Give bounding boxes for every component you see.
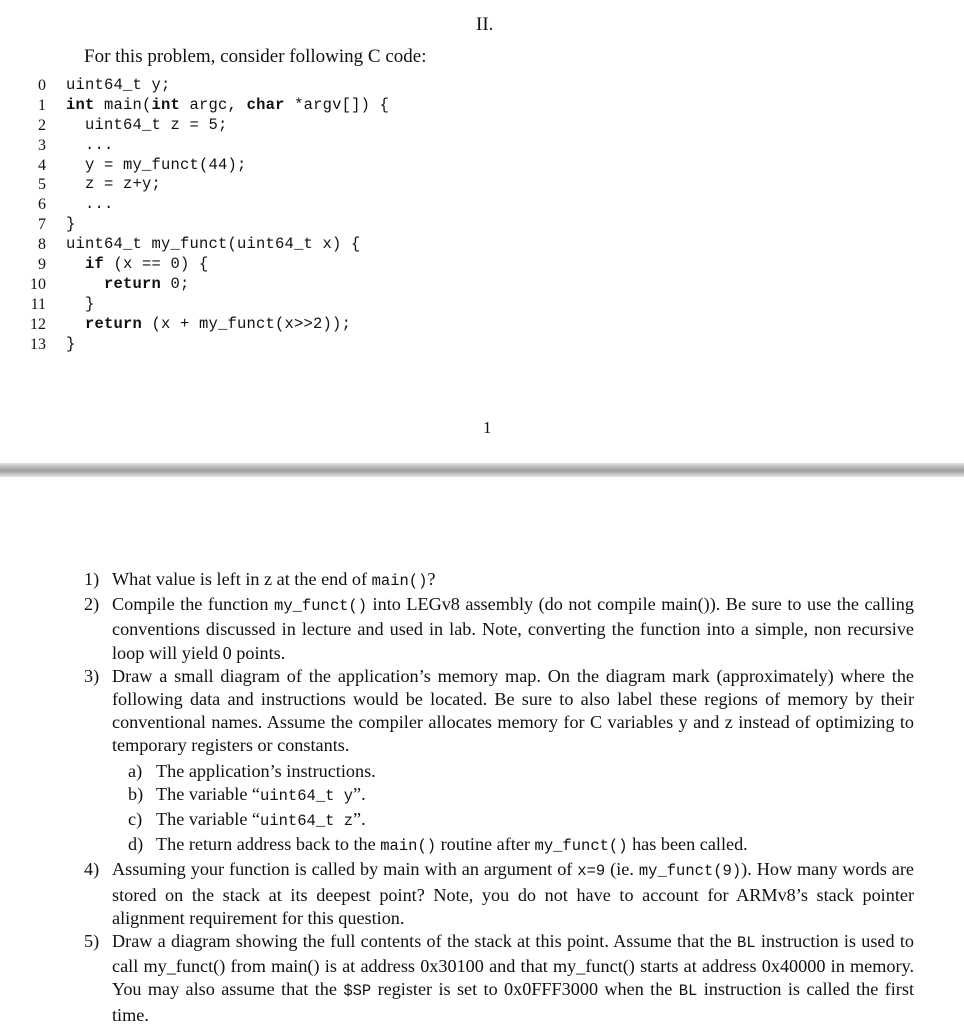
code-inline: BL bbox=[736, 934, 756, 953]
code-line bbox=[0, 116, 460, 136]
code-text: ... bbox=[66, 135, 114, 154]
code-text: z = z+y; bbox=[66, 175, 162, 194]
page-number: 1 bbox=[483, 418, 492, 437]
line-number: 9 bbox=[38, 256, 46, 274]
code-line bbox=[0, 96, 460, 116]
sub-question-text: The return address back to the bbox=[156, 834, 381, 855]
page-divider bbox=[0, 463, 964, 477]
code-text: y = my_funct(44); bbox=[66, 155, 247, 174]
question-number: 2) bbox=[84, 594, 100, 615]
line-number: 13 bbox=[30, 335, 46, 353]
code-text: } bbox=[66, 215, 76, 234]
question-4 bbox=[84, 858, 914, 930]
question-number: 1) bbox=[84, 569, 100, 589]
line-number: 10 bbox=[30, 275, 46, 293]
code-inline: main() bbox=[380, 837, 437, 856]
line-number: 6 bbox=[38, 196, 46, 214]
sub-question-text: The variable “ bbox=[156, 809, 261, 830]
question-2 bbox=[84, 593, 914, 665]
sub-question-a bbox=[112, 760, 914, 783]
question-number: 4) bbox=[84, 859, 100, 880]
sub-question-text: The variable “ bbox=[156, 783, 261, 804]
code-text: uint64_t z = 5; bbox=[66, 115, 228, 134]
sub-question-label: a) bbox=[128, 760, 143, 781]
code-line bbox=[0, 175, 460, 195]
code-line bbox=[0, 76, 460, 96]
question-3 bbox=[84, 665, 914, 758]
question-list bbox=[84, 568, 914, 1024]
code-line bbox=[0, 275, 460, 295]
line-number: 7 bbox=[38, 216, 46, 234]
code-line bbox=[0, 295, 460, 315]
sub-question-text: has been called. bbox=[627, 834, 748, 855]
section-heading: II. bbox=[476, 14, 494, 35]
question-text: Draw a small diagram of the application’s memory map. On the diagram mark (approximately) where the following data and instructions would be located. Be sure to also label these regions of memory by their conventional names. Assume the compiler allocates memory for C variables y and z instead of optimizing to temporary registers or constants. bbox=[112, 665, 914, 756]
code-text: return (x + my_funct(x>>2)); bbox=[85, 314, 352, 333]
code-line bbox=[0, 255, 460, 275]
code-line bbox=[0, 335, 460, 355]
sub-question-label: c) bbox=[128, 809, 143, 830]
code-inline: $SP bbox=[343, 982, 372, 1001]
code-inline: main() bbox=[371, 572, 428, 590]
question-text: ). How many words are stored on the stack at its deepest point? Note, you do not have to account for ARMv8’s stack pointer alignment requirement for this question. bbox=[112, 859, 915, 928]
intro-text: For this problem, consider following C code: bbox=[84, 46, 427, 67]
code-line bbox=[0, 235, 460, 255]
question-text: (ie. bbox=[605, 859, 639, 880]
code-inline: my_funct(9) bbox=[638, 862, 742, 881]
sub-question-text: The application’s instructions. bbox=[156, 760, 376, 781]
question-text: into LEGv8 assembly (do not compile main()). Be sure to use the calling conventions discussed in lecture and used in lab. Note, converting the function into a simple, non recursive loop will yield 0 points. bbox=[112, 594, 914, 663]
code-text: return 0; bbox=[104, 274, 190, 293]
code-text: if (x == 0) { bbox=[85, 255, 209, 274]
line-number: 11 bbox=[30, 295, 46, 313]
code-inline: uint64_t y bbox=[260, 786, 354, 805]
question-text: instruction is used to call my_funct() from main() is at address 0x30100 and that my_funct() starts at address 0x40000 in memory. You may also assume that the bbox=[112, 931, 914, 1000]
code-text: int main(int argc, char *argv[]) { bbox=[66, 95, 390, 114]
question-text: instruction is called the first time. bbox=[112, 979, 914, 1024]
question-text: register is set to 0x0FFF3000 when the bbox=[371, 979, 679, 1000]
code-line bbox=[0, 315, 460, 335]
code-text: uint64_t my_funct(uint64_t x) { bbox=[66, 235, 361, 254]
sub-question-d bbox=[112, 833, 914, 858]
line-number: 3 bbox=[38, 136, 46, 154]
sub-question-list bbox=[84, 760, 914, 859]
code-text: } bbox=[66, 334, 76, 353]
question-1 bbox=[84, 568, 914, 593]
code-inline: my_funct() bbox=[274, 597, 368, 616]
question-text: Assuming your function is called by main with an argument of bbox=[112, 859, 578, 880]
sub-question-label: b) bbox=[128, 783, 144, 804]
code-line bbox=[0, 195, 460, 215]
line-number: 12 bbox=[30, 315, 46, 333]
code-inline: uint64_t z bbox=[260, 812, 354, 831]
question-number: 3) bbox=[84, 665, 100, 686]
line-number: 5 bbox=[38, 176, 46, 194]
question-text: What value is left in z at the end of bbox=[112, 569, 372, 589]
line-number: 4 bbox=[38, 156, 46, 174]
sub-question-text: routine after bbox=[436, 834, 535, 855]
code-inline: BL bbox=[678, 982, 698, 1001]
line-number: 0 bbox=[38, 77, 46, 94]
question-text: ? bbox=[427, 569, 436, 589]
code-inline: my_funct() bbox=[534, 837, 628, 856]
code-text: uint64_t y; bbox=[66, 76, 171, 94]
code-line bbox=[0, 156, 460, 176]
line-number: 8 bbox=[38, 236, 46, 254]
code-line bbox=[0, 215, 460, 235]
line-number: 1 bbox=[38, 96, 46, 114]
question-text: Draw a diagram showing the full contents of the stack at this point. Assume that the bbox=[112, 931, 737, 952]
sub-question-b bbox=[112, 783, 914, 808]
code-inline: x=9 bbox=[577, 862, 606, 881]
code-line bbox=[0, 136, 460, 156]
code-text: ... bbox=[66, 195, 114, 214]
line-number: 2 bbox=[38, 116, 46, 134]
code-text: } bbox=[66, 294, 95, 313]
code-listing bbox=[0, 76, 460, 354]
sub-question-text: ”. bbox=[353, 809, 366, 830]
sub-question-c bbox=[112, 808, 914, 833]
sub-question-label: d) bbox=[128, 834, 144, 855]
question-number: 5) bbox=[84, 931, 100, 952]
question-5 bbox=[84, 930, 914, 1024]
question-text: Compile the function bbox=[112, 594, 275, 615]
sub-question-text: ”. bbox=[353, 783, 366, 804]
